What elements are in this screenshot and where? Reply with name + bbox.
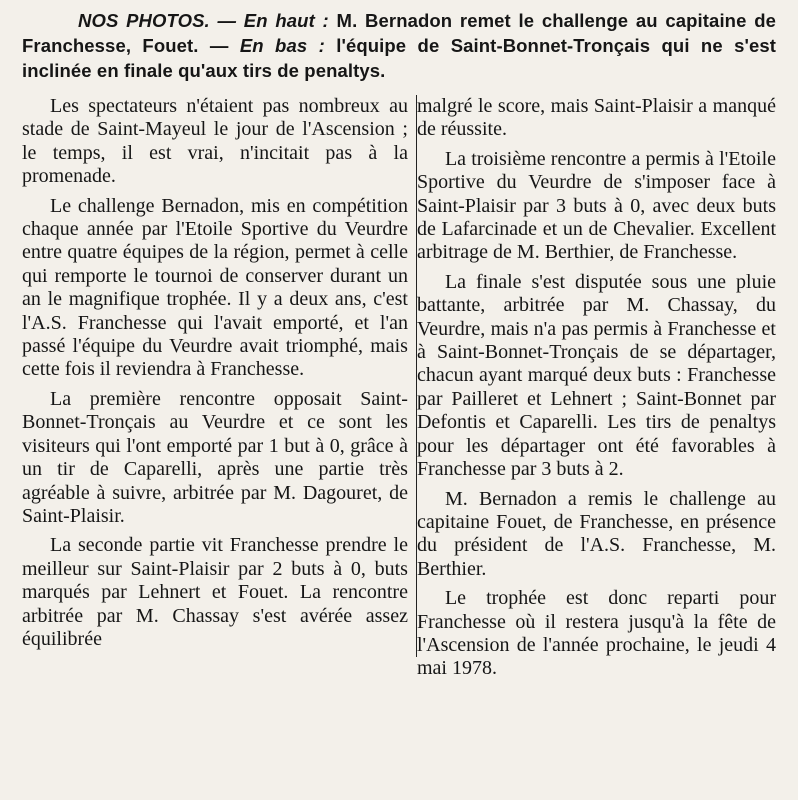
caption-part-2: l'équipe de Saint-Bonnet-Tronçais qui ne s'est inclinée en finale qu'aux tirs de penaltys. <box>22 35 776 81</box>
paragraph: La première rencontre opposait Saint-Bonnet-Tronçais au Veurdre et ce sont les visiteurs qui l'ont emporté par 1 but à 0, grâce à un tir de Caparelli, après une partie très agréable à suivre, arbitrée par M. Dagouret, de Saint-Plaisir. <box>22 387 408 527</box>
paragraph: Les spectateurs n'étaient pas nombreux au stade de Saint-Mayeul le jour de l'Ascension ; le temps, il est vrai, n'incitait pas à la promenade. <box>22 95 408 188</box>
article-column-left <box>22 95 417 657</box>
caption-lead-2: En bas : <box>239 35 325 56</box>
paragraph: La troisième rencontre a permis à l'Etoile Sportive du Veurdre de s'imposer face à Saint-Plaisir par 3 buts à 0, avec deux buts de Lafarcinade et un de Chevalier. Excellent arbitrage de M. Berthier, de Franchesse. <box>416 147 776 264</box>
paragraph: malgré le score, mais Saint-Plaisir a manqué de réussite. <box>416 95 776 141</box>
paragraph: La seconde partie vit Franchesse prendre le meilleur sur Saint-Plaisir par 2 buts à 0, buts marqués par Lehnert et Fouet. La rencontre arbitrée par M. Chassay s'est avérée assez équilibrée <box>22 534 408 650</box>
paragraph: Le challenge Bernadon, mis en compétition chaque année par l'Etoile Sportive du Veurdre entre quatre équipes de la région, permet à celle qui remporte le tournoi de conserver durant un an le magnifique trophée. Il y a deux ans, c'est l'A.S. Franchesse qui l'avait emporté, et l'an passé l'équipe du Veurdre avait triomphé, mais cette fois il reviendra à Franchesse. <box>22 194 408 381</box>
caption-lead: NOS PHOTOS. — En haut : <box>78 10 329 31</box>
photo-caption <box>22 8 776 83</box>
caption-part-1: M. Bernadon remet le challenge au capitaine de Franchesse, Fouet. — <box>22 10 776 56</box>
paragraph: La finale s'est disputée sous une pluie battante, arbitrée par M. Chassay, du Veurdre, mais n'a pas permis à Franchesse et à Saint-Bonnet-Tronçais de se départager, chacun ayant marqué deux buts : Franchesse par Pailleret et Lehnert ; Saint-Bonnet par Defontis et Caparelli. Les tirs de penaltys pour les départager ont été favorables à Franchesse par 3 buts à 2. <box>416 270 776 481</box>
paragraph: Le trophée est donc reparti pour Franchesse où il restera jusqu'à la fête de l'Ascension de l'année prochaine, le jeudi 4 mai 1978. <box>416 587 776 680</box>
paragraph: M. Bernadon a remis le challenge au capitaine Fouet, de Franchesse, en présence du président de l'A.S. Franchesse, M. Berthier. <box>416 487 776 580</box>
article-columns <box>22 95 776 687</box>
article-column-right <box>417 95 776 687</box>
